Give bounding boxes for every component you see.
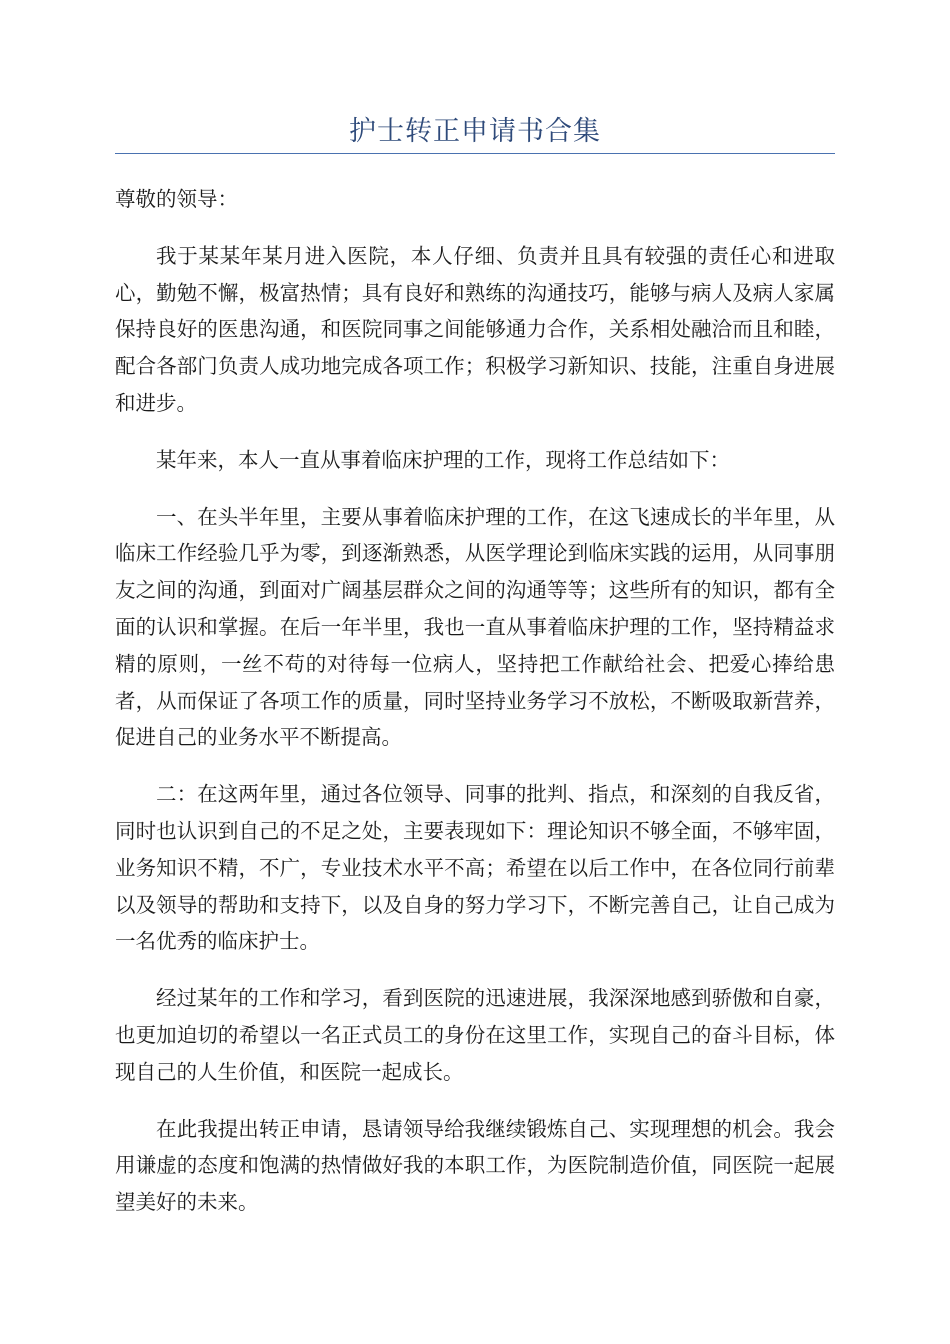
salutation: 尊敬的领导： [115,187,238,211]
paragraph-first-half-year: 一、在头半年里，主要从事着临床护理的工作，在这飞速成长的半年里，从临床工作经验几乎为零，到逐渐熟悉，从医学理论到临床实践的运用，从同事朋友之间的沟通，到面对广阔基层群众之间的沟通等等；这些所有的知识，都有全面的认识和掌握。在后一年半里，我也一直从事着临床护理的工作，坚持精益求精的原则，一丝不苟的对待每一位病人，坚持把工作献给社会、把爱心捧给患者，从而保证了各项工作的质量，同时坚持业务学习不放松，不断吸取新营养，促进自己的业务水平不断提高。 [115,504,835,750]
paragraph-application: 在此我提出转正申请，恳请领导给我继续锻炼自己、实现理想的机会。我会用谦虚的态度和饱满的热情做好我的本职工作，为医院制造价值，同医院一起展望美好的未来。 [115,1116,835,1215]
title-underline-divider [115,153,835,154]
paragraph-self-reflection: 二：在这两年里，通过各位领导、同事的批判、指点，和深刻的自我反省，同时也认识到自己的不足之处，主要表现如下：理论知识不够全面，不够牢固，业务知识不精，不广，专业技术水平不高；希望在以后工作中，在各位同行前辈以及领导的帮助和支持下，以及自身的努力学习下，不断完善自己，让自己成为一名优秀的临床护士。 [115,782,835,954]
paragraph-introduction: 我于某某年某月进入医院，本人仔细、负责并且具有较强的责任心和进取心，勤勉不懈，极富热情；具有良好和熟练的沟通技巧，能够与病人及病人家属保持良好的医患沟通，和医院同事之间能够通力合作，关系相处融洽而且和睦，配合各部门负责人成功地完成各项工作；积极学习新知识、技能，注重自身进展和进步。 [115,243,835,415]
paragraph-summary-lead: 某年来，本人一直从事着临床护理的工作，现将工作总结如下： [156,447,730,472]
document-body [115,181,835,1241]
document-title: 护士转正申请书合集 [349,116,601,147]
paragraph-aspiration: 经过某年的工作和学习，看到医院的迅速进展，我深深地感到骄傲和自豪，也更加迫切的希望以一名正式员工的身份在这里工作，实现自己的奋斗目标，体现自己的人生价值，和医院一起成长。 [115,986,835,1084]
